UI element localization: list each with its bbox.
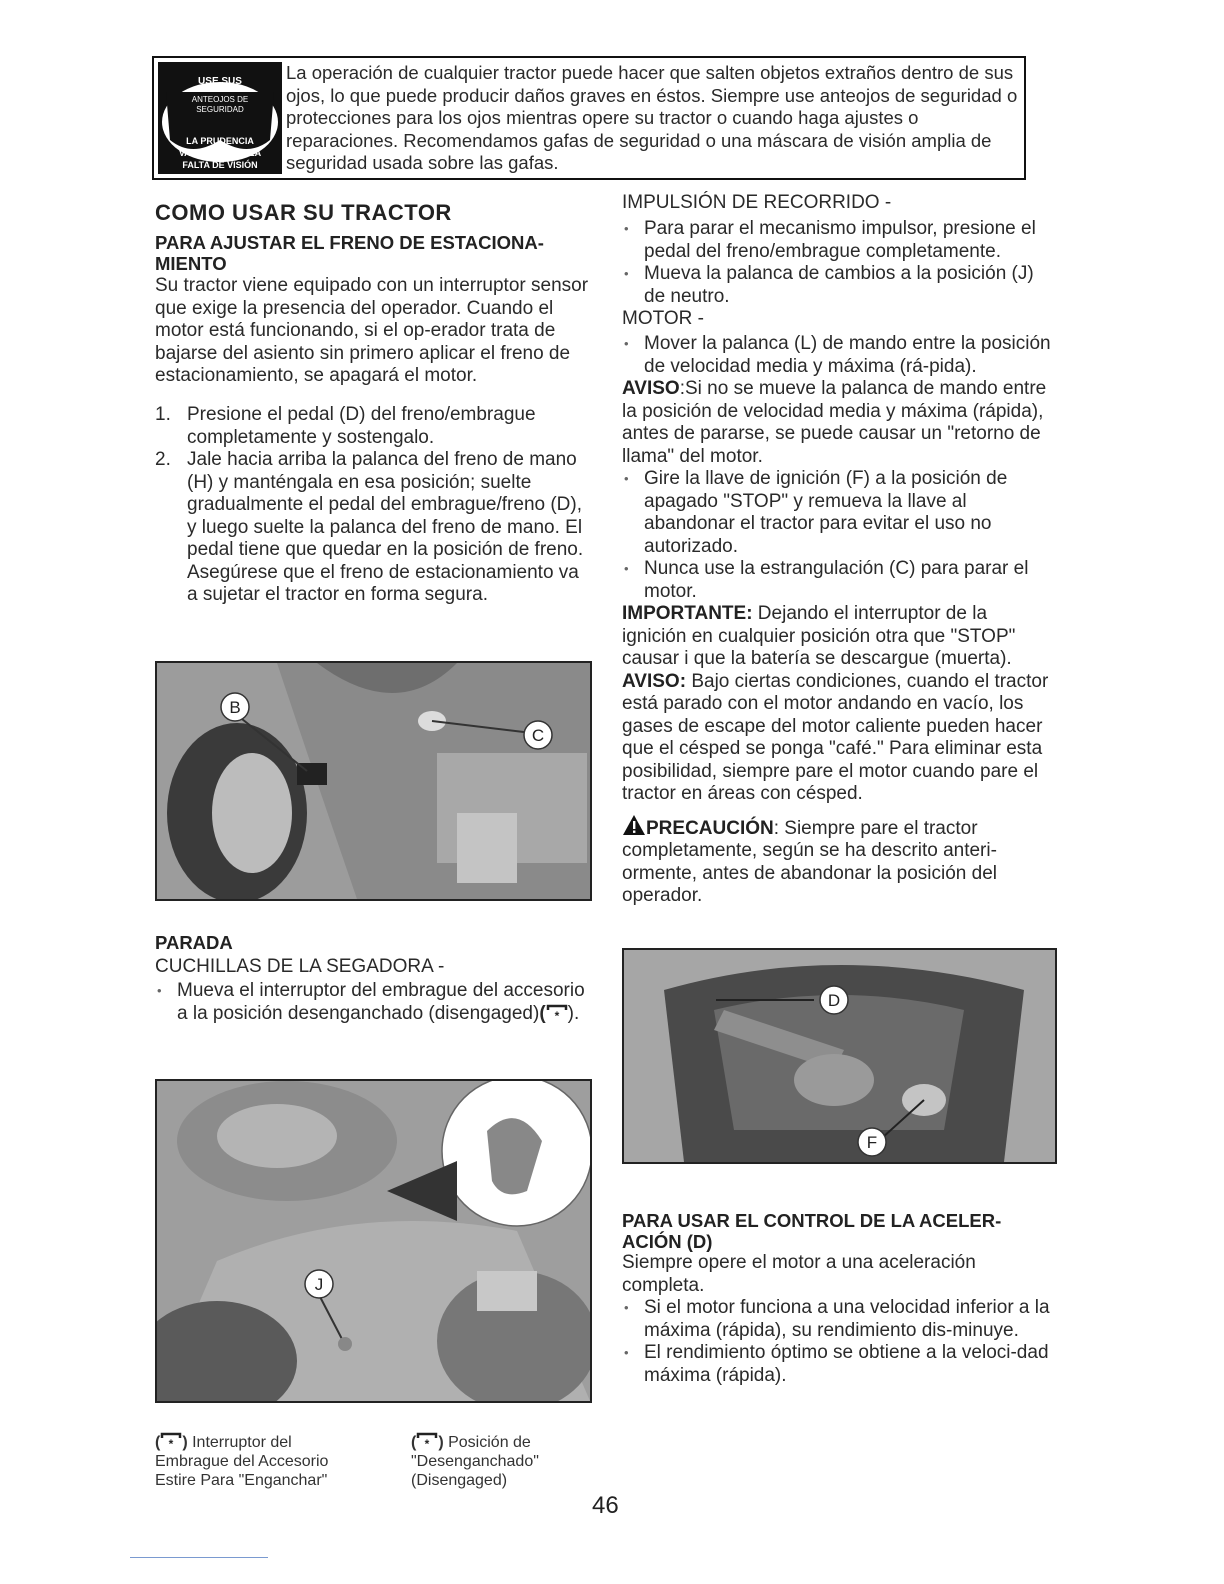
brake-steps <box>155 404 591 607</box>
svg-text:*: * <box>168 1437 174 1450</box>
throttle-bullets <box>622 1297 1054 1387</box>
throttle-bullet: • Si el motor funciona a una velocidad inferior a la máxima (rápida), su rendimiento dis-minuye. <box>622 1297 1054 1342</box>
brake-step <box>155 449 591 607</box>
caption-left-line3: Estire Para "Enganchar" <box>155 1472 328 1489</box>
blades-subheading: CUCHILLAS DE LA SEGADORA - <box>155 956 445 977</box>
tractor-illustration-2 <box>157 1081 590 1401</box>
stop-bullets <box>155 980 591 1025</box>
throttle-section <box>622 1252 1054 1387</box>
label-f: F <box>866 1133 878 1152</box>
safety-warning-box <box>152 56 1026 180</box>
badge-line4: LA PRUDENCIA <box>186 136 254 146</box>
motor-bullet: • Mover la palanca (L) de mando entre la posición de velocidad media y máxima (rá-pida). <box>622 333 1054 378</box>
motor-bullets-b <box>622 468 1054 603</box>
motor-section <box>622 333 1054 908</box>
precaucion-text: : Siempre pare el tractor completamente, según se ha descrito anteri-ormente, antes de abandonar la posición del operador. <box>622 817 997 906</box>
brake-heading-line1: PARA AJUSTAR EL FRENO DE ESTACIONA- <box>155 232 544 253</box>
label-j: J <box>314 1275 324 1294</box>
drive-bullet: • Mueva la palanca de cambios a la posición (J) de neutro. <box>622 263 1054 308</box>
aviso-2-text: Bajo ciertas condiciones, cuando el tractor está parado con el motor andando en vacío, los gases de escape del motor caliente pueden hacer que el césped se ponga "café." Para eliminar esta posibilidad, siempre pare el motor cuando pare el tractor en áreas con césped. <box>622 670 1049 804</box>
caption-right-line3: (Disengaged) <box>411 1472 508 1489</box>
badge-line5: VALE MÁS QUE LA <box>178 148 262 158</box>
step-number: 2. <box>155 449 171 470</box>
caption-right-line2: "Desenganchado" <box>411 1453 539 1470</box>
motor-heading: MOTOR - <box>622 308 704 329</box>
aviso-2-label: AVISO: <box>622 670 687 692</box>
throttle-bullet: • El rendimiento óptimo se obtiene a la veloci-dad máxima (rápida). <box>622 1342 1054 1387</box>
importante-text: Dejando el interruptor de la ignición en cualquier posición otra que "STOP" causar i que la batería se descargue (muerta). <box>622 603 1016 669</box>
warning-triangle-icon <box>622 814 646 836</box>
safety-glasses-icon <box>158 62 282 174</box>
label-c: C <box>531 726 545 745</box>
badge-line3: SEGURIDAD <box>196 105 244 114</box>
motor-bullet: • Gire la llave de ignición (F) a la posición de apagado "STOP" y remueva la llave al abandonar el tractor para evitar el uso no autorizado. <box>622 468 1054 558</box>
throttle-heading-line2: ACIÓN (D) <box>622 1231 713 1252</box>
tractor-illustration-1 <box>157 663 590 899</box>
svg-text:*: * <box>554 1008 559 1022</box>
drive-bullet: • Para parar el mecanismo impulsor, presione el pedal del freno/embrague completamente. <box>622 218 1054 263</box>
brake-intro: Su tractor viene equipado con un interruptor sensor que exige la presencia del operador. Cuando el motor está funcionando, si el op-erador trata de bajarse del asiento sin primero aplicar el freno de estacionamiento, se apagará el motor. <box>155 275 589 386</box>
throttle-intro: Siempre opere el motor a una aceleración completa. <box>622 1252 976 1296</box>
page-number: 46 <box>592 1492 619 1519</box>
label-d: D <box>827 991 841 1010</box>
brake-step <box>155 404 591 449</box>
drive-bullets <box>622 218 1054 308</box>
aviso-1 <box>622 378 1054 468</box>
throttle-heading-line1: PARA USAR EL CONTROL DE LA ACELER- <box>622 1210 1002 1231</box>
stop-bullet-end: ). <box>567 1002 580 1024</box>
engage-symbol-icon: ( * ) <box>155 1434 188 1451</box>
stop-bullet <box>155 980 591 1025</box>
label-b: B <box>229 698 241 717</box>
badge-line2: ANTEOJOS DE <box>191 95 249 104</box>
footer-rule <box>130 1557 268 1558</box>
aviso-1-label: AVISO <box>622 378 680 399</box>
svg-text:*: * <box>424 1437 430 1450</box>
step-number: 1. <box>155 404 171 425</box>
caption-right-line1: Posición de <box>448 1434 531 1451</box>
tractor-illustration-3 <box>624 950 1055 1162</box>
motor-bullets-a <box>622 333 1054 378</box>
stop-bullet-text: Mueva el interruptor del embrague del accesorio a la posición desenganchado (disengaged) <box>177 980 585 1024</box>
drive-heading: IMPULSIÓN DE RECORRIDO - <box>622 192 892 213</box>
section-title: COMO USAR SU TRACTOR <box>155 200 452 225</box>
badge-line6: FALTA DE VISIÓN <box>182 160 258 170</box>
warning-text: La operación de cualquier tractor puede hacer que salten objetos extraños dentro de sus ojos, lo que puede producir daños graves en éstos. Siempre use anteojos de seguridad o protecciones para los ojos mientras opere su tractor o cuando haga ajustes o reparaciones. Recomendamos gafas de seguridad o una máscara de visión amplia de seguridad usada sobre las gafas. <box>286 62 1018 173</box>
brake-heading-line2: MIENTO <box>155 253 227 274</box>
aviso-2 <box>622 671 1054 806</box>
photo-throttle-key <box>622 948 1057 1164</box>
disengage-symbol-icon: ( * ) <box>411 1434 444 1451</box>
photo-brake-choke <box>155 661 592 901</box>
step-text: Jale hacia arriba la palanca del freno de mano (H) y manténgala en esa posición; suelte gradualmente el pedal del embrague/freno (D), y luego suelte la palanca del freno de mano. El pedal tiene que quedar en la posición de freno. Asegúrese que el freno de estacionamiento va a sujetar el tractor en forma segura. <box>187 449 584 605</box>
badge-line1: USE SUS <box>198 76 242 87</box>
disengaged-symbol-icon: ( * <box>539 1003 567 1026</box>
importante-label: IMPORTANTE: <box>622 603 753 624</box>
photo-pto-switch <box>155 1079 592 1403</box>
importante-note <box>622 603 1054 671</box>
caption-disengaged <box>411 1432 539 1490</box>
stop-heading: PARADA <box>155 932 233 953</box>
caption-left-line1: Interruptor del <box>192 1434 292 1451</box>
aviso-1-text: :Si no se mueve la palanca de mando entre la posición de velocidad media y máxima (rápida), antes de pararse, se puede causar un "retorno de llama" del motor. <box>622 378 1047 467</box>
precaucion-label: PRECAUCIÓN <box>646 817 774 839</box>
motor-bullet: • Nunca use la estrangulación (C) para parar el motor. <box>622 558 1054 603</box>
caption-left-line2: Embrague del Accesorio <box>155 1453 329 1470</box>
step-text: Presione el pedal (D) del freno/embrague completamente y sostengalo. <box>187 404 536 448</box>
caption-engage <box>155 1432 328 1490</box>
precaucion-note <box>622 814 1054 908</box>
